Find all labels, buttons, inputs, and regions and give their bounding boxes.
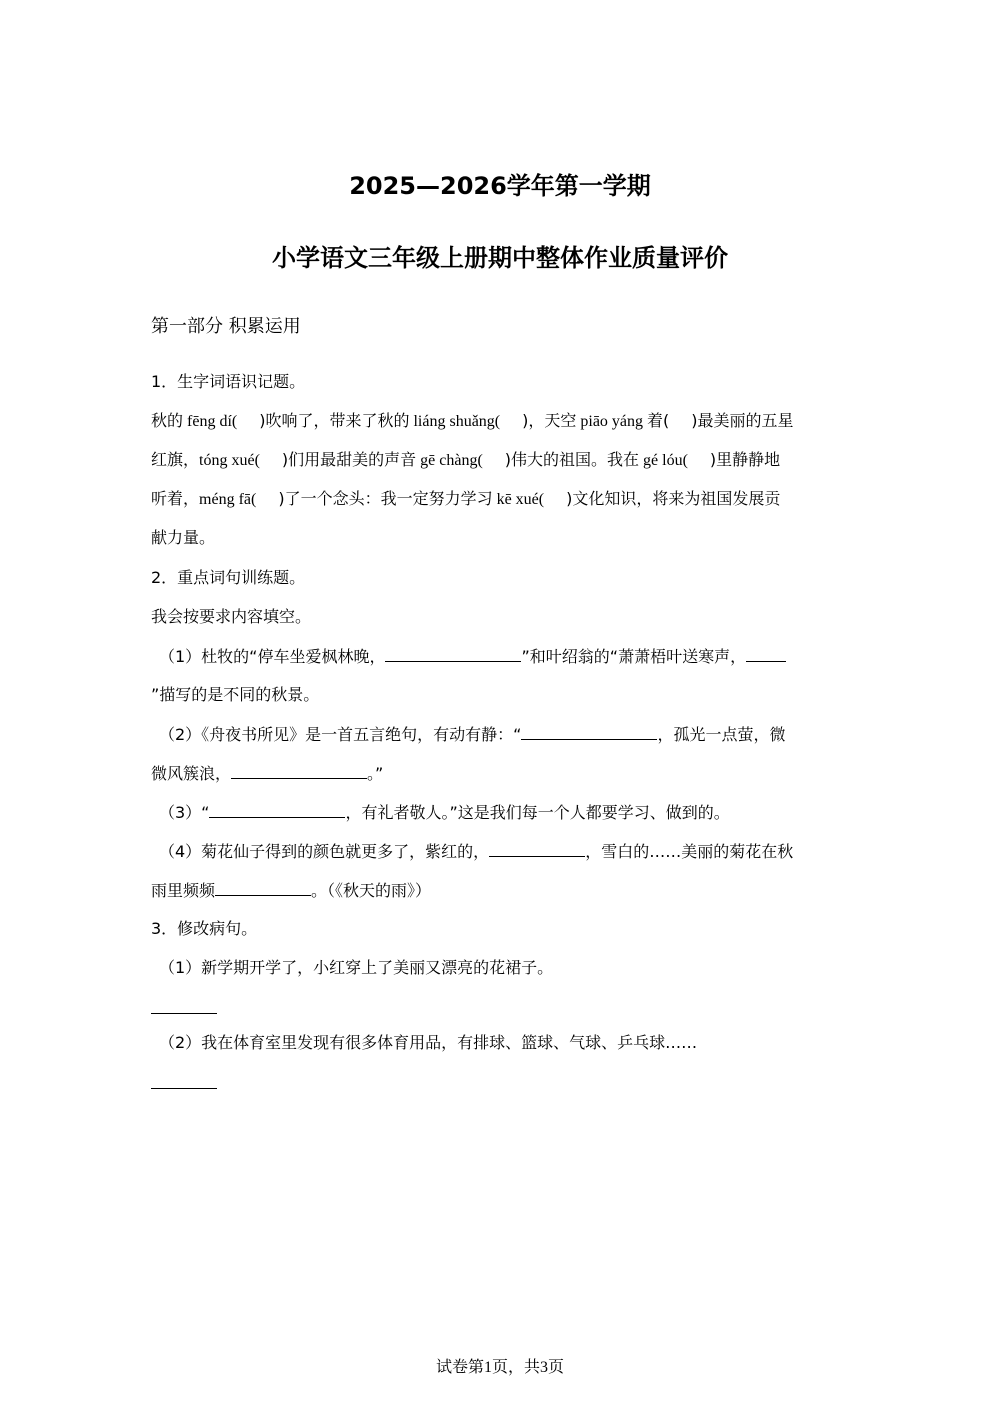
current-page-number: 1 (483, 1359, 492, 1376)
question-1-line-1 (151, 410, 851, 433)
q1-text: )了一个念头：我一定努力学习 (278, 489, 493, 508)
question-2-item-4-cont (151, 879, 851, 902)
question-2-instruction: 我会按要求内容填空。 (151, 607, 312, 626)
question-1-heading: 1．生字词语识记题。 (151, 372, 306, 391)
q1-text: )里静静地 (709, 450, 781, 469)
q2-text: 。” (367, 764, 384, 783)
q1-text: )，天空 (522, 411, 577, 430)
q2-text: （1）杜牧的“停车坐爱枫林晚， (159, 647, 386, 666)
question-2-item-2 (159, 723, 859, 746)
question-2-heading: 2．重点词句训练题。 (151, 568, 306, 587)
question-3-sentence-1: （1）新学期开学了，小红穿上了美丽又漂亮的花裙子。 (159, 958, 554, 977)
question-2-item-1-cont: ”描写的是不同的秋景。 (151, 685, 320, 704)
q2-text: ”和叶绍翁的“萧萧梧叶送寒声， (521, 647, 747, 666)
q1-text: )们用最甜美的声音 (281, 450, 417, 469)
answer-line[interactable] (151, 1013, 217, 1014)
q2-text: ，有礼者敬人。”这是我们每一个人都要学习、做到的。 (345, 803, 730, 822)
q1-text: )文化知识，将来为祖国发展贡 (566, 489, 781, 508)
total-page-count: 3 (540, 1359, 548, 1376)
fill-blank[interactable] (209, 801, 345, 818)
exam-title-line-1: 2025—2026学年第一学期 (349, 172, 651, 200)
footer-text: 页，共 (491, 1357, 540, 1376)
question-2-item-4 (159, 840, 859, 863)
pinyin-mengfa: méng fā( (199, 491, 257, 508)
footer-text: 试卷第 (435, 1357, 484, 1376)
fill-blank[interactable] (489, 840, 585, 857)
question-2-item-2-cont (151, 762, 851, 785)
q1-text: 听着， (151, 489, 200, 508)
fill-blank[interactable] (746, 645, 786, 662)
answer-line[interactable] (151, 1088, 217, 1089)
question-1-line-4: 献力量。 (151, 528, 216, 547)
pinyin-kexue: kē xué( (492, 491, 545, 508)
question-2-item-1 (159, 645, 859, 668)
pinyin-piaoyang: piāo yáng (576, 413, 648, 430)
q1-text: 着( (647, 411, 670, 430)
q1-text: 红旗， (151, 450, 200, 469)
pinyin-gelou: gé lóu( (639, 452, 688, 469)
page-footer (0, 1356, 1000, 1379)
footer-text: 页 (548, 1357, 565, 1376)
fill-blank[interactable] (385, 645, 521, 662)
q1-text: )最美丽的五星 (691, 411, 794, 430)
q1-text: )吹响了，带来了秋的 (259, 411, 410, 430)
q2-text: 雨里频频 (151, 881, 216, 900)
question-3-heading: 3．修改病句。 (151, 919, 258, 938)
fill-blank[interactable] (231, 762, 367, 779)
pinyin-gechang: gē chàng( (416, 452, 483, 469)
pinyin-liangshuang: liáng shuǎng( (409, 413, 501, 430)
fill-blank[interactable] (215, 879, 311, 896)
q2-text: 微风簇浪， (151, 764, 232, 783)
question-1-line-2 (151, 449, 851, 472)
q1-text: 秋的 (151, 411, 184, 430)
q2-text: （2）《舟夜书所见》是一首五言绝句，有动有静：“ (159, 725, 522, 744)
question-1-line-3 (151, 488, 851, 511)
q2-text: 。（《秋天的雨》） (311, 881, 432, 900)
pinyin-tongxue: tóng xué( (199, 452, 260, 469)
fill-blank[interactable] (521, 723, 657, 740)
q2-text: （3）“ (159, 803, 210, 822)
exam-title-line-2: 小学语文三年级上册期中整体作业质量评价 (272, 244, 728, 272)
pinyin-fengdi: fēng dí( (183, 413, 238, 430)
q2-text: ，雪白的……美丽的菊花在秋 (585, 842, 794, 861)
question-3-sentence-2: （2）我在体育室里发现有很多体育用品，有排球、篮球、气球、乒乓球…… (159, 1033, 698, 1052)
q1-text: )伟大的祖国。我在 (504, 450, 640, 469)
q2-text: ，孤光一点萤，微 (657, 725, 786, 744)
q2-text: （4）菊花仙子得到的颜色就更多了，紫红的， (159, 842, 490, 861)
section-heading: 第一部分 积累运用 (151, 316, 301, 337)
question-2-item-3 (159, 801, 859, 824)
